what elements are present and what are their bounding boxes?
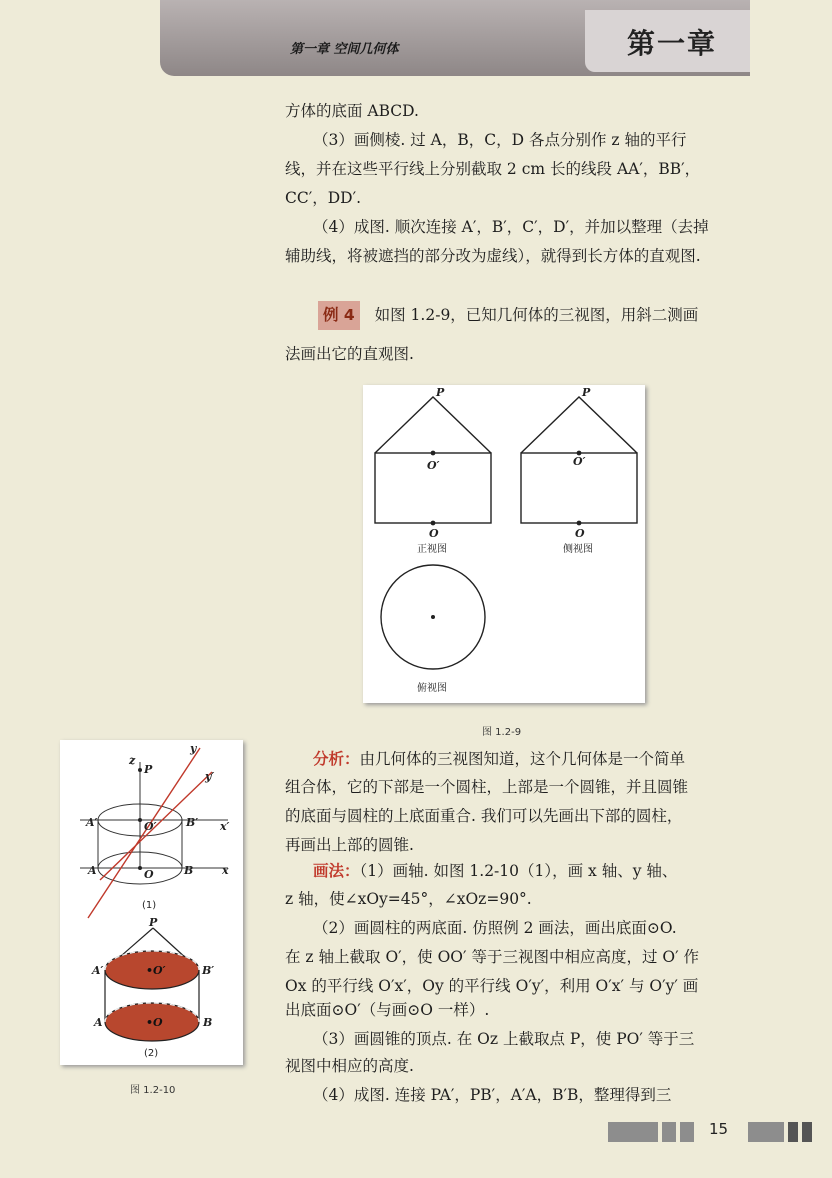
label-p-front: P [436,386,445,399]
label-b1: B [184,864,194,877]
label-o1: O [144,868,154,881]
method-line: 视图中相应的高度. [285,1057,414,1075]
body-line: 方体的底面 ABCD. [285,102,419,120]
footer-bar [788,1122,798,1142]
label-a2: A [94,1016,103,1029]
method-line: （2）画圆柱的两底面. 仿照例 2 画法，画出底面⊙O. [313,919,677,937]
footer-bar [608,1122,658,1142]
chapter-badge-text: 第一章 [627,27,718,60]
three-views-drawing [363,385,645,703]
method-line [313,856,677,886]
label-o2: •O [146,1016,163,1029]
example-line [318,301,698,330]
sub-caption-1: (1) [142,900,157,911]
method-text: （1）画轴. 如图 1.2-10（1），画 x 轴、y 轴、 [359,862,678,880]
label-oprime1: O′ [144,820,157,833]
analysis-label: 分析： [313,749,360,768]
body-line: （4）成图. 顺次连接 A′，B′，C′，D′，并加以整理（去掉 [313,218,709,236]
footer-bar [748,1122,784,1142]
label-aprime1: A′ [86,816,98,829]
label-z: z [129,754,136,767]
label-y: y [190,742,197,755]
analysis-line: 的底面与圆柱的上底面重合. 我们可以先画出下部的圆柱， [285,807,683,825]
method-line: （4）成图. 连接 PA′，PB′，A′A，B′B，整理得到三 [313,1086,672,1104]
label-b2: B [203,1016,213,1029]
label-yprime: y′ [205,770,215,783]
figure-1210-caption: 图 1.2-10 [130,1085,176,1096]
body-line: CC′，DD′. [285,189,362,207]
example-text: 如图 1.2-9，已知几何体的三视图，用斜二测画 [374,306,699,324]
side-view-label: 侧视图 [563,544,593,555]
chapter-badge [585,10,750,72]
oblique-drawing [60,740,243,1065]
analysis-line: 组合体，它的下部是一个圆柱，上部是一个圆锥，并且圆锥 [285,778,689,796]
page-number: 15 [709,1120,729,1138]
footer-bar [680,1122,694,1142]
method-line: 出底面⊙O′（与画⊙O 一样）. [285,1001,490,1019]
label-oprime-front: O′ [427,459,440,472]
body-line: 线，并在这些平行线上分别截取 2 cm 长的线段 AA′，BB′， [285,160,701,178]
footer-bar [662,1122,676,1142]
example-line: 法画出它的直观图. [285,345,414,363]
figure-three-views [363,385,645,703]
label-p-side: P [582,386,591,399]
label-p1: P [144,763,153,776]
figure-129-caption: 图 1.2-9 [482,727,522,738]
label-a1: A [88,864,97,877]
label-aprime2: A′ [92,964,104,977]
label-bprime1: B′ [186,816,199,829]
footer-bar [802,1122,812,1142]
method-line: （3）画圆锥的顶点. 在 Oz 上截取点 P，使 PO′ 等于三 [313,1030,695,1048]
method-line: 在 z 轴上截取 O′，使 OO′ 等于三视图中相应高度，过 O′ 作 [285,948,700,966]
figure-oblique-drawing [60,740,243,1065]
body-line: 辅助线，将被遮挡的部分改为虚线），就得到长方体的直观图. [285,247,701,265]
method-label: 画法： [313,861,360,880]
label-oprime-side: O′ [573,455,586,468]
method-line: z 轴，使∠xOy=45°，∠xOz=90°. [285,890,532,908]
example-badge: 例 4 [318,301,360,330]
body-line: （3）画侧棱. 过 A，B，C，D 各点分别作 z 轴的平行 [313,131,687,149]
top-view-label: 俯视图 [417,683,447,694]
analysis-line [313,744,685,774]
label-p2: P [149,916,158,929]
label-o-front: O [429,527,439,540]
sub-caption-2: (2) [144,1048,159,1059]
label-bprime2: B′ [202,964,215,977]
front-view-label: 正视图 [417,544,447,555]
chapter-title: 第一章 空间几何体 [290,42,399,57]
analysis-line: 再画出上部的圆锥. [285,836,414,854]
label-x: x [222,864,229,877]
label-oprime2: •O′ [146,964,166,977]
method-line: Ox 的平行线 O′x′，Oy 的平行线 O′y′，利用 O′x′ 与 O′y′ 画 [285,977,699,995]
analysis-text: 由几何体的三视图知道，这个几何体是一个简单 [359,750,686,768]
label-o-side: O [575,527,585,540]
label-xprime: x′ [220,820,230,833]
